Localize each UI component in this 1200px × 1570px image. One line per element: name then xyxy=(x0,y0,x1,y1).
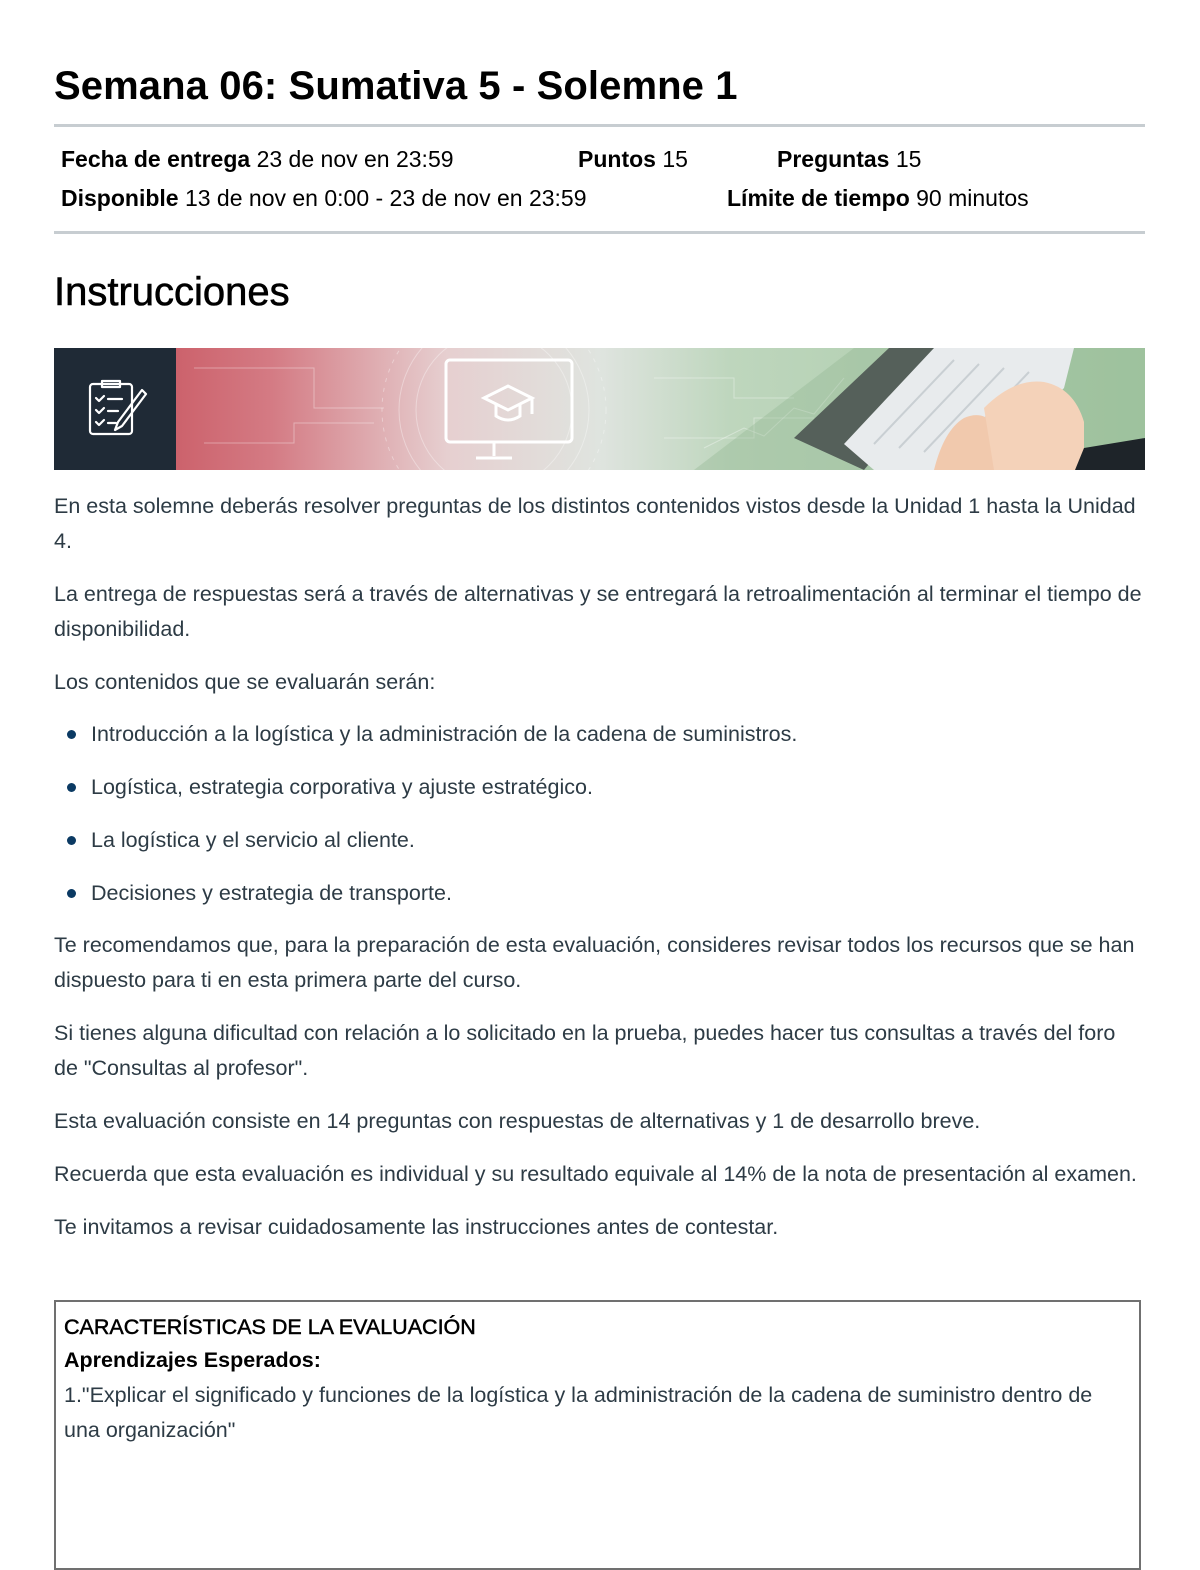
list-item: Logística, estrategia corporativa y ajuste estratégico. xyxy=(54,770,1145,805)
availability-label: Disponible xyxy=(61,185,179,211)
bullet-icon xyxy=(67,889,76,898)
structure-paragraph: Esta evaluación consiste en 14 preguntas con respuestas de alternativas y 1 de desarrollo breve. xyxy=(54,1109,981,1133)
questions-value: 15 xyxy=(895,146,922,172)
time-limit-value: 90 minutos xyxy=(916,185,1029,211)
due-date xyxy=(61,145,454,173)
bullet-icon xyxy=(67,730,76,739)
instructions-heading: Instrucciones xyxy=(54,270,290,314)
list-item: Introducción a la logística y la administración de la cadena de suministros. xyxy=(54,717,1145,752)
expected-learning-heading: Aprendizajes Esperados: xyxy=(64,1348,321,1372)
availability-value: 13 de nov en 0:00 - 23 de nov en 23:59 xyxy=(184,185,587,211)
intro-paragraph: En esta solemne deberás resolver preguntas de los distintos contenidos vistos desde la Unidad 1 hasta la Unidad 4. xyxy=(54,494,1136,553)
characteristics-heading: CARACTERÍSTICAS DE LA EVALUACIÓN xyxy=(64,1315,476,1339)
bullet-icon xyxy=(67,836,76,845)
expected-learning-item: 1."Explicar el significado y funciones de la logística y la administración de la cadena de suministro dentro de una organización" xyxy=(64,1383,1093,1442)
review-paragraph: Te invitamos a revisar cuidadosamente las instrucciones antes de contestar. xyxy=(54,1215,779,1239)
questions-label: Preguntas xyxy=(777,146,890,172)
contents-intro: Los contenidos que se evaluarán serán: xyxy=(54,670,436,694)
list-item: Decisiones y estrategia de transporte. xyxy=(54,876,1145,911)
points xyxy=(578,145,688,173)
time-limit-label: Límite de tiempo xyxy=(727,185,910,211)
characteristics-box xyxy=(54,1300,1141,1570)
points-value: 15 xyxy=(662,146,688,172)
instructions-body xyxy=(54,489,1145,1245)
availability xyxy=(61,184,587,212)
due-date-value: 23 de nov en 23:59 xyxy=(256,146,454,172)
topics-list xyxy=(54,717,1145,911)
list-item: La logística y el servicio al cliente. xyxy=(54,823,1145,858)
questions xyxy=(777,145,921,173)
quiz-page xyxy=(54,0,1145,1442)
due-date-label: Fecha de entrega xyxy=(61,146,251,172)
page-title: Semana 06: Sumativa 5 - Solemne 1 xyxy=(54,64,738,108)
time-limit xyxy=(727,184,1029,212)
weight-paragraph: Recuerda que esta evaluación es individual y su resultado equivale al 14% de la nota de presentación al examen. xyxy=(54,1162,1137,1186)
delivery-paragraph: La entrega de respuestas será a través de alternativas y se entregará la retroalimentación al terminar el tiempo de disponibilidad. xyxy=(54,582,1142,641)
recommendation-paragraph: Te recomendamos que, para la preparación de esta evaluación, consideres revisar todos los recursos que se han dispuesto para ti en esta primera parte del curso. xyxy=(54,933,1135,992)
banner-graphic xyxy=(54,348,1145,470)
bullet-icon xyxy=(67,783,76,792)
questions-forum-paragraph: Si tienes alguna dificultad con relación a lo solicitado en la prueba, puedes hacer tus consultas a través del foro de "Consultas al profesor". xyxy=(54,1021,1116,1080)
course-banner xyxy=(54,348,1145,470)
quiz-details xyxy=(54,127,1145,231)
banner-icon-panel xyxy=(54,348,176,470)
points-label: Puntos xyxy=(578,146,656,172)
